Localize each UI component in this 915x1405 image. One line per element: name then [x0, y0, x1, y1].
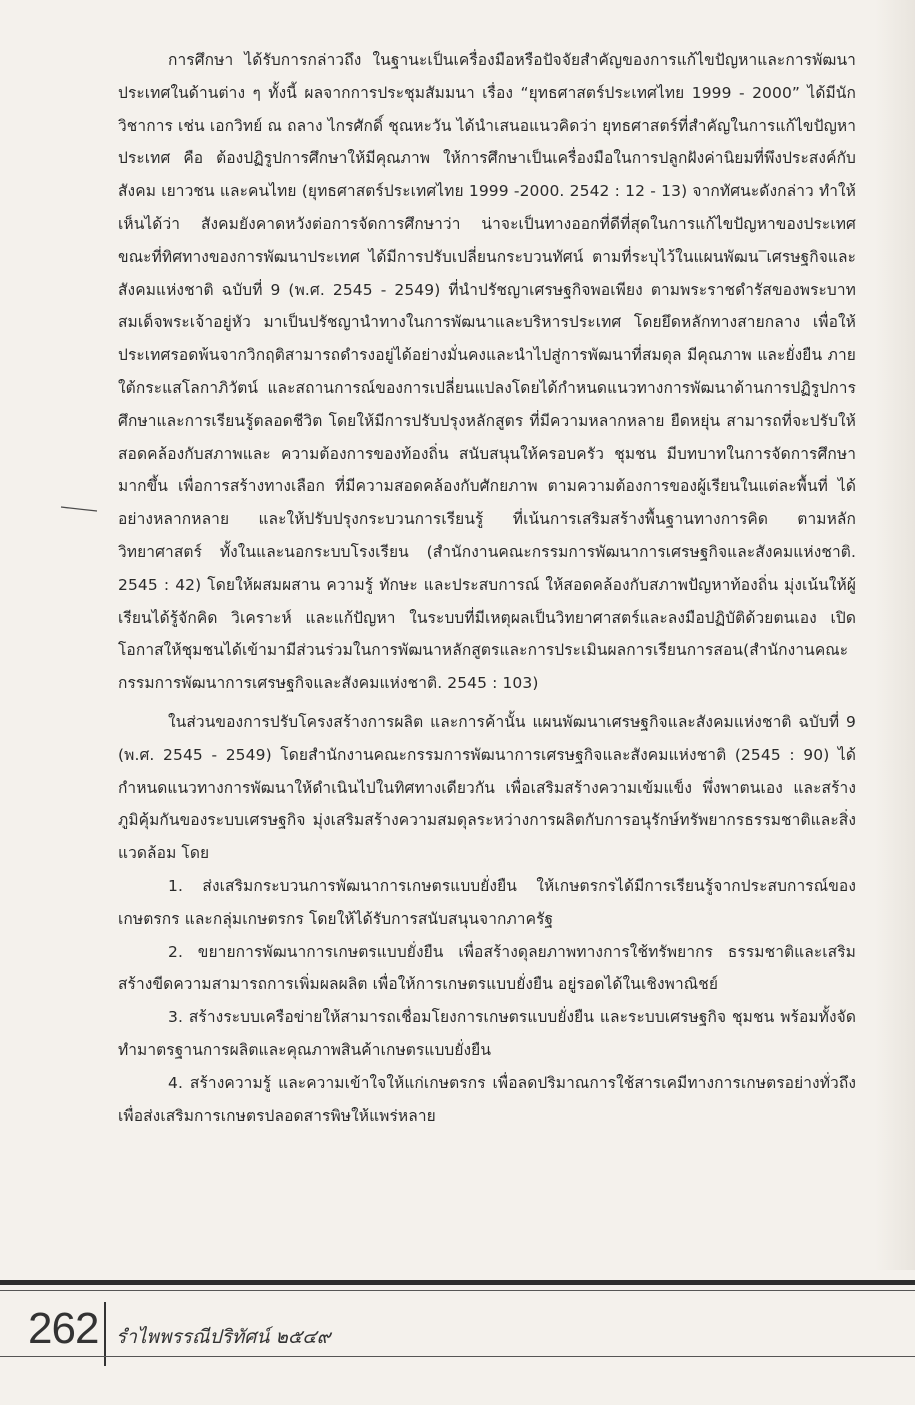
page-number: 262: [28, 1304, 99, 1353]
body-text: [118, 44, 856, 1132]
footer-rule-thick: [0, 1280, 915, 1285]
footer-rule-thin: [0, 1290, 915, 1291]
list-item: 2. ขยายการพัฒนาการเกษตรแบบยั่งยืน เพื่อสร้างดุลยภาพทางการใช้ทรัพยากร ธรรมชาติและเสริมสร้างขีดความสามารถการเพิ่มผลผลิต เพื่อให้การเกษตรแบบยั่งยืน อยู่รอดได้ในเชิงพาณิชย์: [118, 942, 856, 994]
margin-pencil-mark: [60, 505, 98, 513]
footer-baseline-rule: [0, 1356, 915, 1357]
page-edge-shadow: [875, 0, 915, 1270]
running-title: รำไพพรรณีปริทัศน์ ๒๕๔๙: [116, 1326, 331, 1348]
paragraph-production-structure: ในส่วนของการปรับโครงสร้างการผลิต และการค้านั้น แผนพัฒนาเศรษฐกิจและสังคมแห่งชาติ ฉบับที่ 9 (พ.ศ. 2545 - 2549) โดยสำนักงานคณะกรรมการพัฒนาการเศรษฐกิจและสังคมแห่งชาติ (2545 : 90) ได้กำหนดแนวทางการพัฒนาให้ดำเนินไปในทิศทางเดียวกัน เพื่อเสริมสร้างความเข้มแข็ง พึ่งพาตนเอง และสร้างภูมิคุ้มกันของระบบเศรษฐกิจ มุ่งเสริมสร้างความสมดุลระหว่างการผลิตกับการอนุรักษ์ทรัพยากรธรรมชาติและสิ่งแวดล้อม โดย: [118, 712, 856, 863]
list-item: 3. สร้างระบบเครือข่ายให้สามารถเชื่อมโยงการเกษตรแบบยั่งยืน และระบบเศรษฐกิจ ชุมชน พร้อมทั้งจัดทำมาตรฐานการผลิตและคุณภาพสินค้าเกษตรแบบยั่งยืน: [118, 1008, 856, 1059]
list-item: 1. ส่งเสริมกระบวนการพัฒนาการเกษตรแบบยั่งยืน ให้เกษตรกรได้มีการเรียนรู้จากประสบการณ์ของเกษตรกร และกลุ่มเกษตรกร โดยให้ได้รับการสนับสนุนจากภาครัฐ: [118, 876, 856, 928]
paragraph-education: การศึกษา ได้รับการกล่าวถึง ในฐานะเป็นเครื่องมือหรือปัจจัยสำคัญของการแก้ไขปัญหาและการพัฒนาประเทศในด้านต่าง ๆ ทั้งนี้ ผลจากการประชุมสัมมนา เรื่อง “ยุทธศาสตร์ประเทศไทย 1999 - 2000” ได้มีนักวิชาการ เช่น เอกวิทย์ ณ ถลาง ไกรศักดิ์ ชุณหะวัน ได้นำเสนอแนวคิดว่า ยุทธศาสตร์ที่สำคัญในการแก้ไขปัญหาประเทศ คือ ต้องปฏิรูปการศึกษาให้มีคุณภาพ ให้การศึกษาเป็นเครื่องมือในการปลูกฝังค่านิยมที่พึงประสงค์กับสังคม เยาวชน และคนไทย (ยุทธศาสตร์ประเทศไทย 1999 -2000. 2542 : 12 - 13) จากทัศนะดังกล่าว ทำให้เห็นได้ว่า สังคมยังคาดหวังต่อการจัดการศึกษาว่า น่าจะเป็นทางออกที่ดีที่สุดในการแก้ไขปัญหาของประเทศ ขณะที่ทิศทางของการพัฒนาประเทศ ได้มีการปรับเปลี่ยนกระบวนทัศน์ ตามที่ระบุไว้ในแผนพัฒน‾เศรษฐกิจและสังคมแห่งชาติ ฉบับที่ 9 (พ.ศ. 2545 - 2549) ที่นำปรัชญาเศรษฐกิจพอเพียง ตามพระราชดำรัสของพระบาทสมเด็จพระเจ้าอยู่หัว มาเป็นปรัชญานำทางในการพัฒนาและบริหารประเทศ โดยยึดหลักทางสายกลาง เพื่อให้ประเทศรอดพ้นจากวิกฤติสามารถดำรงอยู่ได้อย่างมั่นคงและนำไปสู่การพัฒนาที่สมดุล มีคุณภาพ และยั่งยืน ภายใต้กระแสโลกาภิวัตน์ และสถานการณ์ของการเปลี่ยนแปลงโดยได้กำหนดแนวทางการพัฒนาด้านการปฏิรูปการศึกษาและการเรียนรู้ตลอดชีวิต โดยให้มีการปรับปรุงหลักสูตร ที่มีความหลากหลาย ยืดหยุ่น สามารถที่จะปรับให้สอดคล้องกับสภาพและ ความต้องการของท้องถิ่น สนับสนุนให้ครอบครัว ชุมชน มีบทบาทในการจัดการศึกษามากขึ้น เพื่อการสร้างทางเลือก ที่มีความสอดคล้องกับศักยภาพ ตามความต้องการของผู้เรียนในแต่ละพื้นที่ ได้อย่างหลากหลาย และให้ปรับปรุงกระบวนการเรียนรู้ ที่เน้นการเสริมสร้างพื้นฐานทางการคิด ตามหลักวิทยาศาสตร์ ทั้งในและนอกระบบโรงเรียน (สำนักงานคณะกรรมการพัฒนาการเศรษฐกิจและสังคมแห่งชาติ. 2545 : 42) โดยให้ผสมผสาน ความรู้ ทักษะ และประสบการณ์ ให้สอดคล้องกับสภาพปัญหาท้องถิ่น มุ่งเน้นให้ผู้เรียนได้รู้จักคิด วิเคราะห์ และแก้ปัญหา ในระบบที่มีเหตุผลเป็นวิทยาศาสตร์และลงมือปฏิบัติด้วยตนเอง เปิดโอกาสให้ชุมชนได้เข้ามามีส่วนร่วมในการพัฒนาหลักสูตรและการประเมินผลการเรียนการสอน(สำนักงานคณะกรรมการพัฒนาการเศรษฐกิจและสังคมแห่งชาติ. 2545 : 103): [118, 51, 856, 693]
list-item: 4. สร้างความรู้ และความเข้าใจให้แก่เกษตรกร เพื่อลดปริมาณการใช้สารเคมีทางการเกษตรอย่างทั่วถึง เพื่อส่งเสริมการเกษตรปลอดสารพิษให้แพร่หลาย: [118, 1073, 856, 1125]
